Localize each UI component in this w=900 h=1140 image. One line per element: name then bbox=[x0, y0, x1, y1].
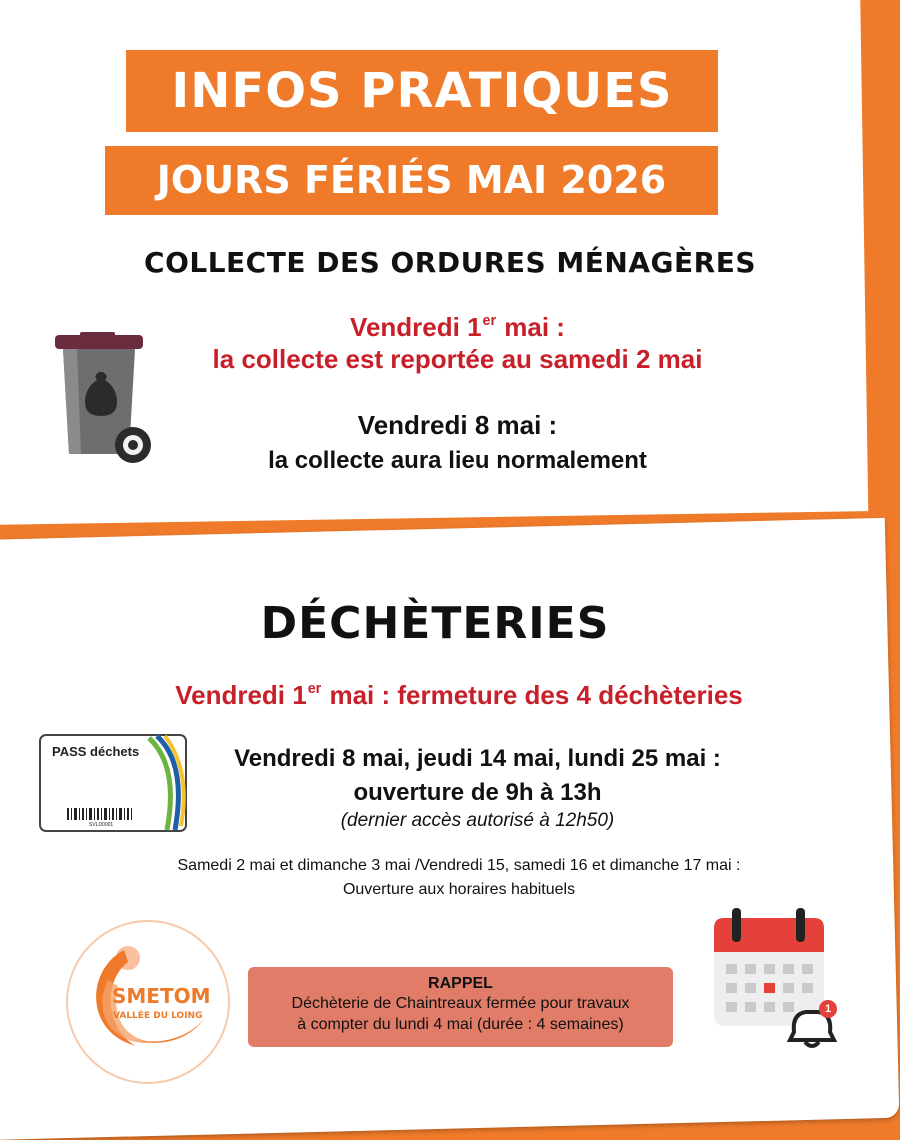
calendar-graphic bbox=[712, 908, 842, 1050]
rappel-box bbox=[248, 967, 673, 1047]
rappel-line-1: Déchèterie de Chaintreaux fermée pour travaux bbox=[291, 995, 630, 1012]
pass-card-label: PASS déchets bbox=[52, 744, 140, 759]
calendar-icon bbox=[712, 908, 842, 1050]
rappel-line-2: à compter du lundi 4 mai (durée : 4 semaines) bbox=[297, 1016, 624, 1033]
decheteries-last-access: (dernier accès autorisé à 12h50) bbox=[340, 810, 615, 831]
collecte-item2-day: Vendredi 8 mai : bbox=[357, 410, 558, 440]
collecte-item1-day: Vendredi 1er mai : bbox=[350, 312, 565, 342]
logo-name: SMETOM bbox=[112, 984, 211, 1008]
decheteries-dates: Vendredi 8 mai, jeudi 14 mai, lundi 25 mai : bbox=[234, 745, 721, 772]
collecte-heading: COLLECTE DES ORDURES MÉNAGÈRES bbox=[144, 246, 756, 279]
pass-card-code: SVLD0001 bbox=[89, 822, 114, 828]
decheteries-heading: DÉCHÈTERIES bbox=[260, 598, 610, 649]
decheteries-closure: Vendredi 1er mai : fermeture des 4 déchèteries bbox=[175, 680, 743, 710]
logo-subtitle: VALLÉE DU LOING bbox=[113, 1011, 203, 1021]
pass-dechets-card bbox=[39, 734, 189, 834]
rappel-title: RAPPEL bbox=[428, 975, 493, 992]
notification-badge: 1 bbox=[824, 1003, 832, 1015]
page-title: INFOS PRATIQUES bbox=[126, 50, 718, 132]
decheteries-usual-hours: Ouverture aux horaires habituels bbox=[342, 881, 576, 898]
collecte-item2-text: la collecte aura lieu normalement bbox=[268, 447, 647, 474]
smetom-logo bbox=[66, 920, 230, 1084]
collecte-item1-text: la collecte est reportée au samedi 2 mai bbox=[212, 344, 703, 374]
page-subtitle: JOURS FÉRIÉS MAI 2026 bbox=[105, 146, 718, 215]
decheteries-usual-days: Samedi 2 mai et dimanche 3 mai /Vendredi 15, samedi 16 et dimanche 17 mai : bbox=[177, 857, 741, 874]
decheteries-hours: ouverture de 9h à 13h bbox=[353, 779, 602, 806]
